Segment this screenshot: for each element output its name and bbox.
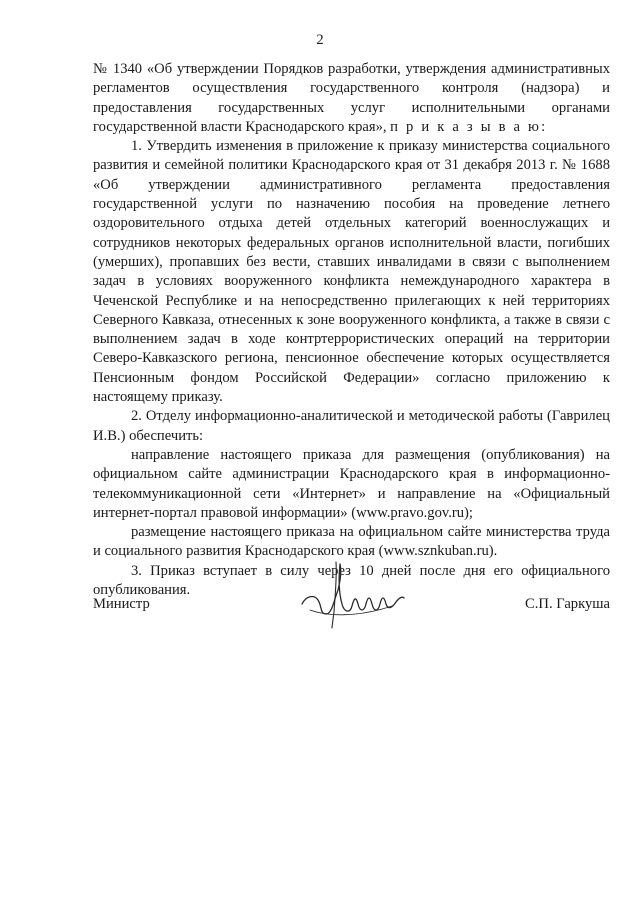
paragraph-intro-text: № 1340 «Об утверждении Порядков разработки, утверждения административных регламентов осуществления государственного контроля (надзора) и предоставления государственных услуг исполнительными органами государственной власти Краснодарского края», [93, 61, 610, 135]
signer-title: Министр [93, 596, 150, 612]
paragraph-intro [93, 60, 610, 137]
handwritten-signature [296, 560, 406, 630]
paragraph-item-3: 3. Приказ вступает в силу через 10 дней после дня его официального опубликования. [93, 562, 610, 599]
signer-name: С.П. Гаркуша [525, 596, 610, 612]
paragraph-item-1: 1. Утвердить изменения в приложение к приказу министерства социального развития и семейной политики Краснодарского края от 31 декабря 2013 г. № 1688 «Об утверждении административного регламента предоставления государственной услуги по назначению пособия на проведение летнего оздоровительного отдыха детей отдельных категорий военнослужащих и сотрудников некоторых федеральных органов исполнительной власти, погибших (умерших), пропавших без вести, ставших инвалидами в связи с выполнением задач в условиях вооруженного конфликта немеждународного характера в Чеченской Республике и на непосредственно прилегающих к ней территориях Северного Кавказа, отнесенных к зоне вооруженного конфликта, а также в связи с выполнением задач в ходе контртеррористических операций на территории Северо-Кавказского региона, пенсионное обеспечение которых осуществляется Пенсионным фондом Российской Федерации» согласно приложению к настоящему приказу. [93, 138, 610, 406]
paragraph-item-2b: размещение настоящего приказа на официальном сайте министерства труда и социального развития Краснодарского края (www.sznkuban.ru). [93, 524, 610, 560]
document-body [93, 60, 610, 600]
paragraph-item-2a: направление настоящего приказа для размещения (опубликования) на официальном сайте администрации Краснодарского края в информационно-телекоммуникационной сети «Интернет» и направление на «Официальный интернет-портал правовой информации» (www.pravo.gov.ru); [93, 446, 610, 521]
paragraph-item-2: 2. Отделу информационно-аналитической и методической работы (Гаврилец И.В.) обеспечить: [93, 408, 610, 444]
order-verb: п р и к а з ы в а ю: [390, 118, 548, 135]
page-number: 2 [316, 32, 324, 48]
